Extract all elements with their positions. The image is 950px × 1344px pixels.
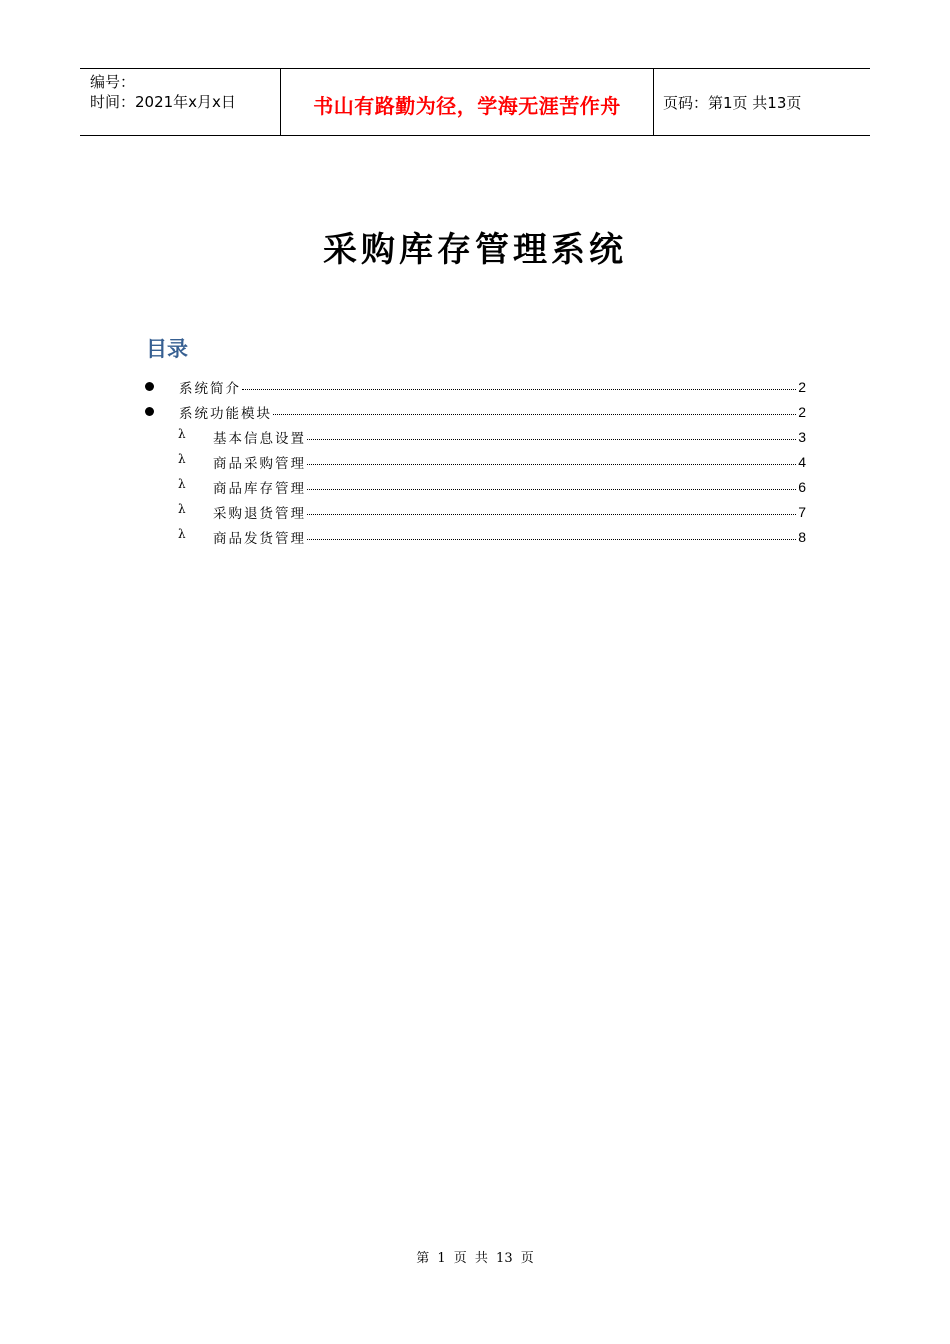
toc-entry[interactable] [0, 400, 950, 422]
toc-leader-dots [242, 389, 796, 390]
toc-leader-dots [273, 414, 796, 415]
toc-entry-label: 系统简介 [179, 381, 241, 397]
toc-entry[interactable] [0, 425, 950, 447]
header-motto: 书山有路勤为径，学海无涯苦作舟 [281, 69, 654, 135]
toc-entry-page: 3 [798, 429, 806, 445]
lambda-icon: λ [178, 452, 186, 466]
toc-entry-label: 商品采购管理 [213, 456, 306, 472]
lambda-icon: λ [178, 477, 186, 491]
toc-entry-label: 基本信息设置 [213, 431, 306, 447]
page-footer: 第 1 页 共 13 页 [416, 1251, 534, 1266]
bullet-icon [145, 407, 154, 416]
toc-leader-dots [307, 539, 796, 540]
toc-entry-label: 系统功能模块 [179, 406, 272, 422]
lambda-icon: λ [178, 427, 186, 441]
toc-entry[interactable] [0, 450, 950, 472]
document-header [80, 68, 870, 136]
toc-entry-page: 8 [798, 529, 806, 545]
toc-leader-dots [307, 439, 796, 440]
toc-entry-page: 7 [798, 504, 806, 520]
toc-entry-page: 6 [798, 479, 806, 495]
toc-entry[interactable] [0, 475, 950, 497]
header-page-info: 页码：第1页 共13页 [663, 94, 802, 112]
toc-leader-dots [307, 489, 796, 490]
document-number-label: 编号： [90, 73, 136, 91]
document-title: 采购库存管理系统 [323, 230, 627, 270]
toc-heading: 目录 [146, 337, 188, 361]
lambda-icon: λ [178, 502, 186, 516]
toc-leader-dots [307, 514, 796, 515]
bullet-icon [145, 382, 154, 391]
lambda-icon: λ [178, 527, 186, 541]
toc-entry[interactable] [0, 525, 950, 547]
toc-entry-page: 2 [798, 404, 806, 420]
toc-entry-label: 采购退货管理 [213, 506, 306, 522]
toc-leader-dots [307, 464, 796, 465]
toc-entry[interactable] [0, 500, 950, 522]
header-meta-cell [80, 69, 281, 135]
toc-entry-label: 商品库存管理 [213, 481, 306, 497]
document-date-label: 时间：2021年x月x日 [90, 93, 236, 111]
toc-entry-label: 商品发货管理 [213, 531, 306, 547]
toc-entry-page: 4 [798, 454, 806, 470]
toc-entry[interactable] [0, 375, 950, 397]
toc-entry-page: 2 [798, 379, 806, 395]
